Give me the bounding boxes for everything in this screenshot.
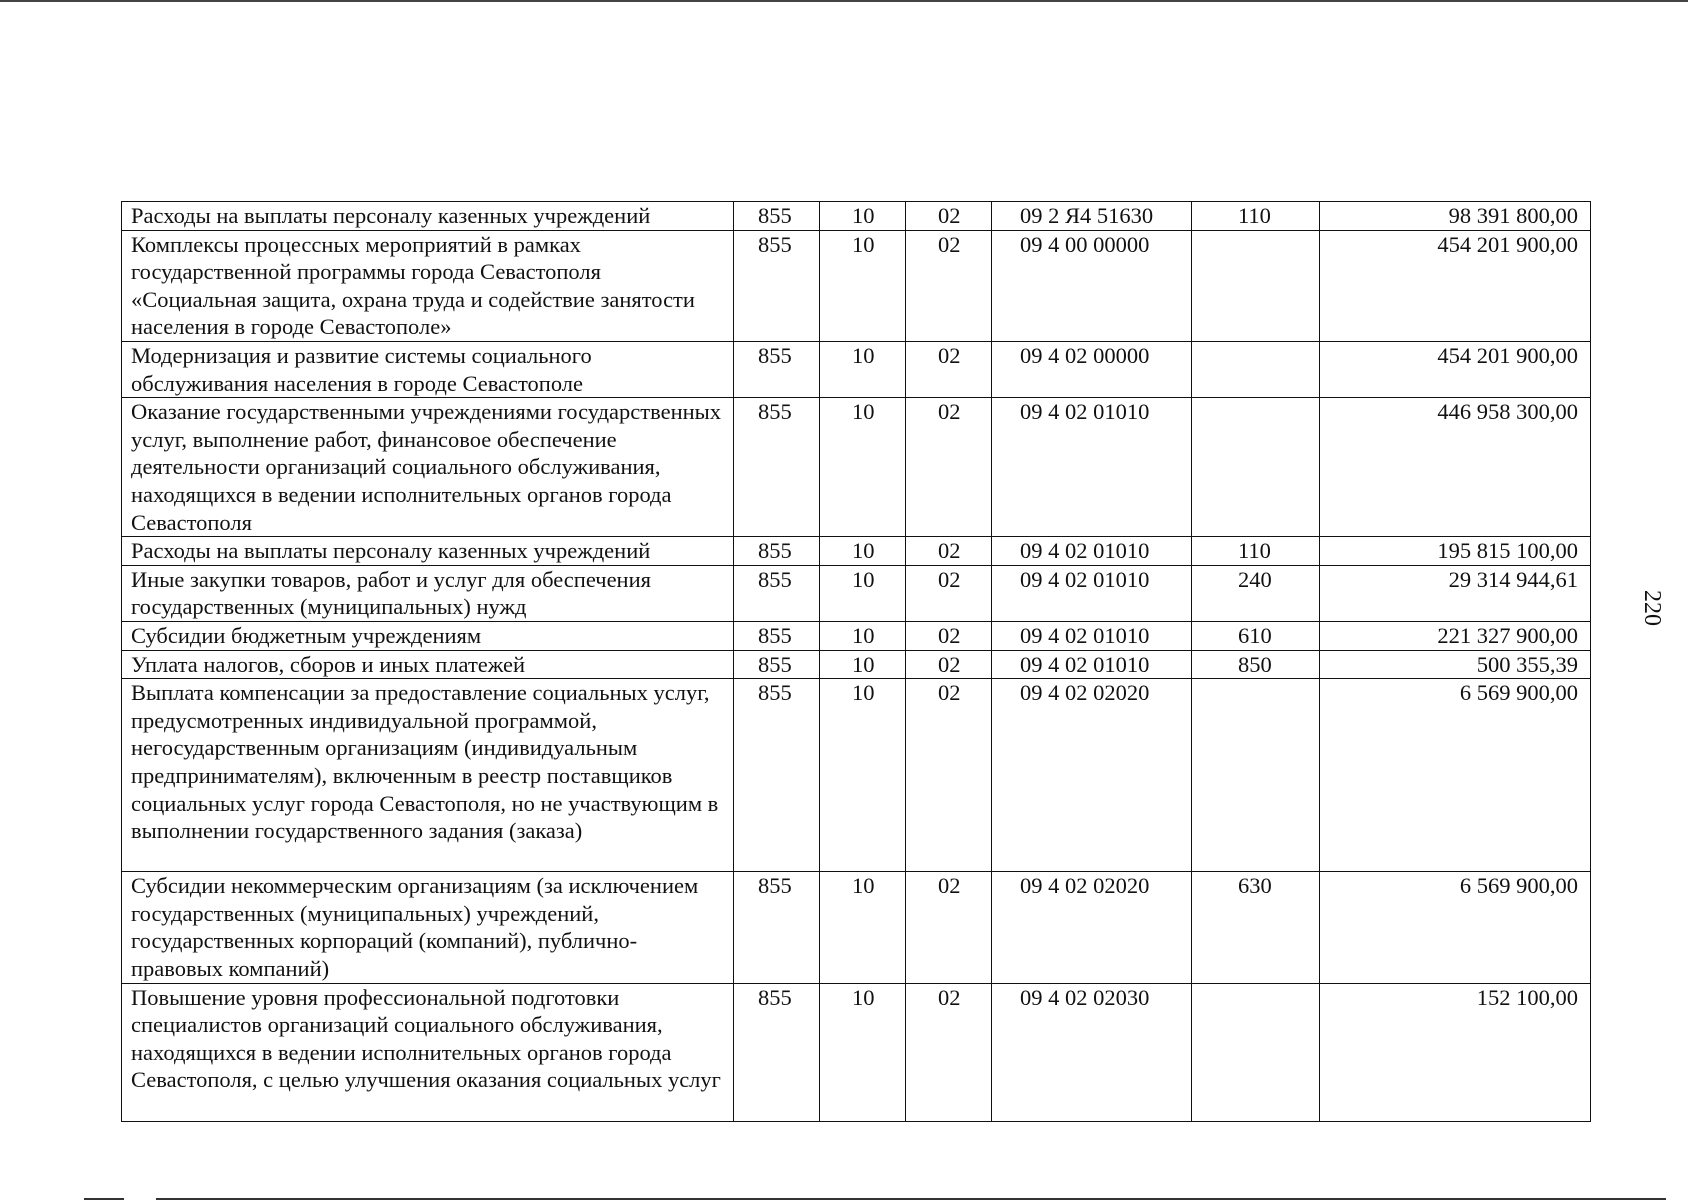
- row-gr: 855: [734, 983, 820, 1121]
- table-row: [122, 202, 1591, 231]
- row-amount: 195 815 100,00: [1320, 537, 1591, 566]
- row-rz: 10: [820, 398, 906, 537]
- row-rz: 10: [820, 621, 906, 650]
- row-rz: 10: [820, 650, 906, 679]
- row-pr: 02: [906, 537, 992, 566]
- row-csr: 09 4 02 01010: [992, 398, 1192, 537]
- table-row: [122, 650, 1591, 679]
- row-gr: 855: [734, 650, 820, 679]
- row-rz: 10: [820, 983, 906, 1121]
- row-gr: 855: [734, 679, 820, 872]
- row-gr: 855: [734, 230, 820, 341]
- row-name: Оказание государственными учреждениями государственных услуг, выполнение работ, финансовое обеспечение деятельности организаций социального обслуживания, находящихся в ведении исполнительных органов города Севастополя: [122, 398, 734, 537]
- row-pr: 02: [906, 983, 992, 1121]
- row-amount: 454 201 900,00: [1320, 230, 1591, 341]
- row-name: Субсидии бюджетным учреждениям: [122, 621, 734, 650]
- row-gr: 855: [734, 537, 820, 566]
- row-rz: 10: [820, 679, 906, 872]
- table-row: [122, 230, 1591, 341]
- row-amount: 500 355,39: [1320, 650, 1591, 679]
- row-gr: 855: [734, 621, 820, 650]
- row-name: Расходы на выплаты персоналу казенных учреждений: [122, 537, 734, 566]
- row-pr: 02: [906, 341, 992, 397]
- row-rz: 10: [820, 341, 906, 397]
- row-vr: 240: [1192, 565, 1320, 621]
- row-vr: [1192, 983, 1320, 1121]
- row-csr: 09 4 02 01010: [992, 621, 1192, 650]
- row-pr: 02: [906, 202, 992, 231]
- table-row: [122, 565, 1591, 621]
- row-csr: 09 4 00 00000: [992, 230, 1192, 341]
- table-row: [122, 398, 1591, 537]
- row-csr: 09 2 Я4 51630: [992, 202, 1192, 231]
- row-vr: 110: [1192, 202, 1320, 231]
- row-name: Расходы на выплаты персоналу казенных учреждений: [122, 202, 734, 231]
- row-amount: 221 327 900,00: [1320, 621, 1591, 650]
- row-csr: 09 4 02 00000: [992, 341, 1192, 397]
- row-amount: 29 314 944,61: [1320, 565, 1591, 621]
- table-row: [122, 872, 1591, 983]
- row-pr: 02: [906, 230, 992, 341]
- top-edge-rule: [0, 0, 1688, 2]
- page-number: 220: [1639, 590, 1665, 626]
- row-name: Выплата компенсации за предоставление социальных услуг, предусмотренных индивидуальной программой, негосударственным организациям (индивидуальным предпринимателям), включенным в реестр поставщиков социальных услуг города Севастополя, но не участвующим в выполнении государственного задания (заказа): [122, 679, 734, 872]
- row-pr: 02: [906, 872, 992, 983]
- row-pr: 02: [906, 650, 992, 679]
- row-gr: 855: [734, 872, 820, 983]
- row-amount: 6 569 900,00: [1320, 679, 1591, 872]
- row-rz: 10: [820, 537, 906, 566]
- row-pr: 02: [906, 621, 992, 650]
- row-vr: [1192, 398, 1320, 537]
- row-rz: 10: [820, 202, 906, 231]
- row-pr: 02: [906, 398, 992, 537]
- row-name: Уплата налогов, сборов и иных платежей: [122, 650, 734, 679]
- row-name: Повышение уровня профессиональной подготовки специалистов организаций социального обслуживания, находящихся в ведении исполнительных органов города Севастополя, с целью улучшения оказания социальных услуг: [122, 983, 734, 1121]
- row-pr: 02: [906, 679, 992, 872]
- row-gr: 855: [734, 202, 820, 231]
- row-rz: 10: [820, 872, 906, 983]
- row-gr: 855: [734, 341, 820, 397]
- table-row: [122, 983, 1591, 1121]
- row-vr: [1192, 679, 1320, 872]
- budget-table: [121, 201, 1591, 1122]
- row-name: Субсидии некоммерческим организациям (за исключением государственных (муниципальных) учреждений, государственных корпораций (компаний), публично-правовых компаний): [122, 872, 734, 983]
- row-csr: 09 4 02 01010: [992, 565, 1192, 621]
- table-row: [122, 679, 1591, 872]
- row-rz: 10: [820, 565, 906, 621]
- row-vr: [1192, 230, 1320, 341]
- table-row: [122, 341, 1591, 397]
- row-rz: 10: [820, 230, 906, 341]
- table-row: [122, 537, 1591, 566]
- row-gr: 855: [734, 398, 820, 537]
- row-name: Комплексы процессных мероприятий в рамках государственной программы города Севастополя «Социальная защита, охрана труда и содействие занятости населения в городе Севастополе»: [122, 230, 734, 341]
- row-name: Иные закупки товаров, работ и услуг для обеспечения государственных (муниципальных) нужд: [122, 565, 734, 621]
- table-row: [122, 621, 1591, 650]
- row-csr: 09 4 02 01010: [992, 537, 1192, 566]
- row-name: Модернизация и развитие системы социального обслуживания населения в городе Севастополе: [122, 341, 734, 397]
- row-csr: 09 4 02 02020: [992, 679, 1192, 872]
- row-amount: 98 391 800,00: [1320, 202, 1591, 231]
- row-vr: [1192, 341, 1320, 397]
- row-csr: 09 4 02 02030: [992, 983, 1192, 1121]
- row-vr: 110: [1192, 537, 1320, 566]
- row-amount: 6 569 900,00: [1320, 872, 1591, 983]
- row-amount: 446 958 300,00: [1320, 398, 1591, 537]
- row-vr: 850: [1192, 650, 1320, 679]
- row-amount: 152 100,00: [1320, 983, 1591, 1121]
- row-csr: 09 4 02 01010: [992, 650, 1192, 679]
- row-csr: 09 4 02 02020: [992, 872, 1192, 983]
- row-amount: 454 201 900,00: [1320, 341, 1591, 397]
- row-vr: 630: [1192, 872, 1320, 983]
- row-vr: 610: [1192, 621, 1320, 650]
- row-pr: 02: [906, 565, 992, 621]
- row-gr: 855: [734, 565, 820, 621]
